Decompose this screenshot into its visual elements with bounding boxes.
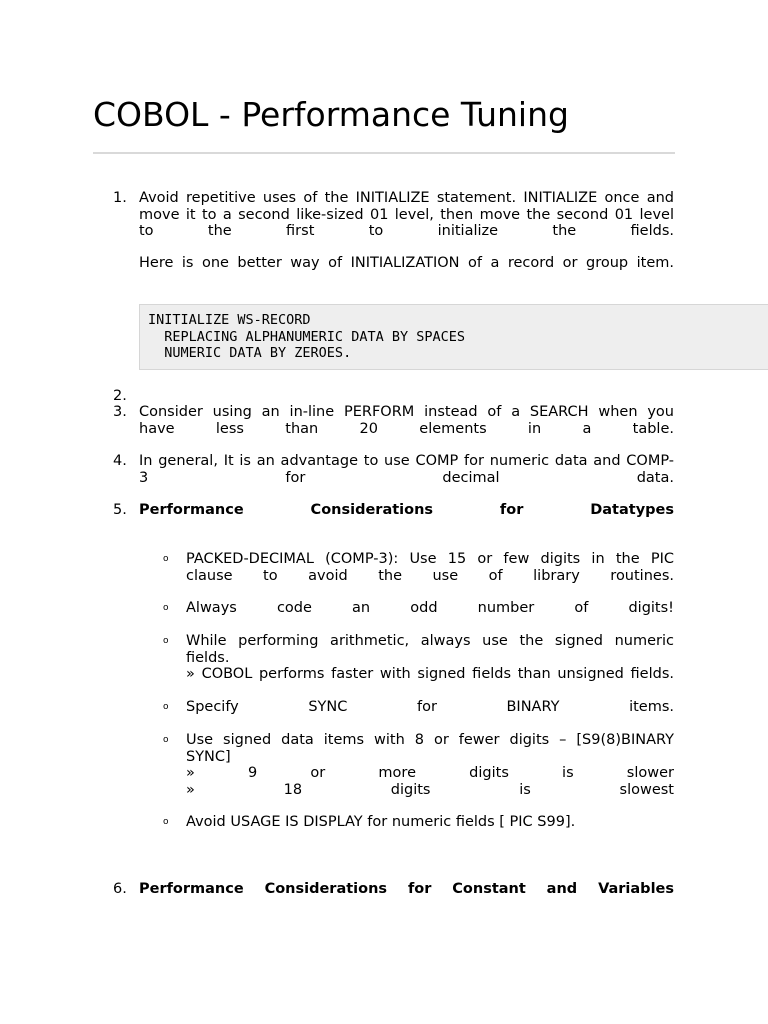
bullet-icon: o xyxy=(163,554,169,564)
list-item-text xyxy=(139,453,674,486)
bullet-icon: o xyxy=(163,603,169,613)
list-item-text xyxy=(139,404,674,437)
code-block: INITIALIZE WS-RECORD REPLACING ALPHANUMERIC DATA BY SPACES NUMERIC DATA BY ZEROES. xyxy=(139,304,768,370)
text-line: In general, It is an advantage to use COMP for numeric data and COMP- xyxy=(139,453,674,469)
list-item-text xyxy=(139,190,674,240)
text-line: » COBOL performs faster with signed fields than unsigned fields. xyxy=(186,666,674,682)
bullet-icon: o xyxy=(163,817,169,827)
text-line: While performing arithmetic, always use the signed numeric xyxy=(186,633,674,649)
text-line: 3 for decimal data. xyxy=(139,469,674,486)
bullet-text xyxy=(186,732,674,798)
heading-text: Performance Considerations for Datatypes xyxy=(139,502,674,518)
text-line: PACKED-DECIMAL (COMP-3): Use 15 or few digits in the PIC xyxy=(186,551,674,567)
list-number: 6. xyxy=(113,881,127,897)
text-line: clause to avoid the use of library routines. xyxy=(186,567,674,584)
bullet-text xyxy=(186,814,674,831)
bullet-icon: o xyxy=(163,735,169,745)
text-line: fields. xyxy=(186,649,230,666)
bullet-icon: o xyxy=(163,702,169,712)
bullet-text xyxy=(186,633,674,683)
text-line: Consider using an in-line PERFORM instead of a SEARCH when you xyxy=(139,404,674,420)
text-line: move it to a second like-sized 01 level, then move the second 01 level xyxy=(139,206,674,223)
text-line: SYNC] xyxy=(186,748,231,765)
bullet-icon: o xyxy=(163,636,169,646)
page-title: COBOL - Performance Tuning xyxy=(93,95,569,134)
text-line: Avoid repetitive uses of the INITIALIZE statement. INITIALIZE once and xyxy=(139,190,674,206)
text-line: Specify SYNC for BINARY items. xyxy=(186,699,674,715)
bullet-text xyxy=(186,699,674,716)
list-number: 2. xyxy=(113,388,127,404)
text-line: Always code an odd number of digits! xyxy=(186,600,674,616)
bullet-text xyxy=(186,600,674,617)
title-divider xyxy=(93,152,675,154)
text-line: have less than 20 elements in a table. xyxy=(139,420,674,437)
section-heading xyxy=(139,502,674,519)
list-item-note: Here is one better way of INITIALIZATION of a record or group item. xyxy=(139,255,674,271)
list-number: 4. xyxy=(113,453,127,469)
bullet-text xyxy=(186,551,674,584)
text-line: to the first to initialize the fields. xyxy=(139,223,674,239)
list-number: 3. xyxy=(113,404,127,420)
list-number: 1. xyxy=(113,190,127,206)
heading-text: Performance Considerations for Constant and Variables xyxy=(139,881,674,897)
list-number: 5. xyxy=(113,502,127,518)
text-line: Avoid USAGE IS DISPLAY for numeric fields [ PIC S99]. xyxy=(186,814,576,830)
text-line: Use signed data items with 8 or fewer digits – [S9(8)BINARY xyxy=(186,732,674,748)
section-heading xyxy=(139,881,674,898)
text-line: » 18 digits is slowest xyxy=(186,781,674,798)
text-line: » 9 or more digits is slower xyxy=(186,765,674,781)
